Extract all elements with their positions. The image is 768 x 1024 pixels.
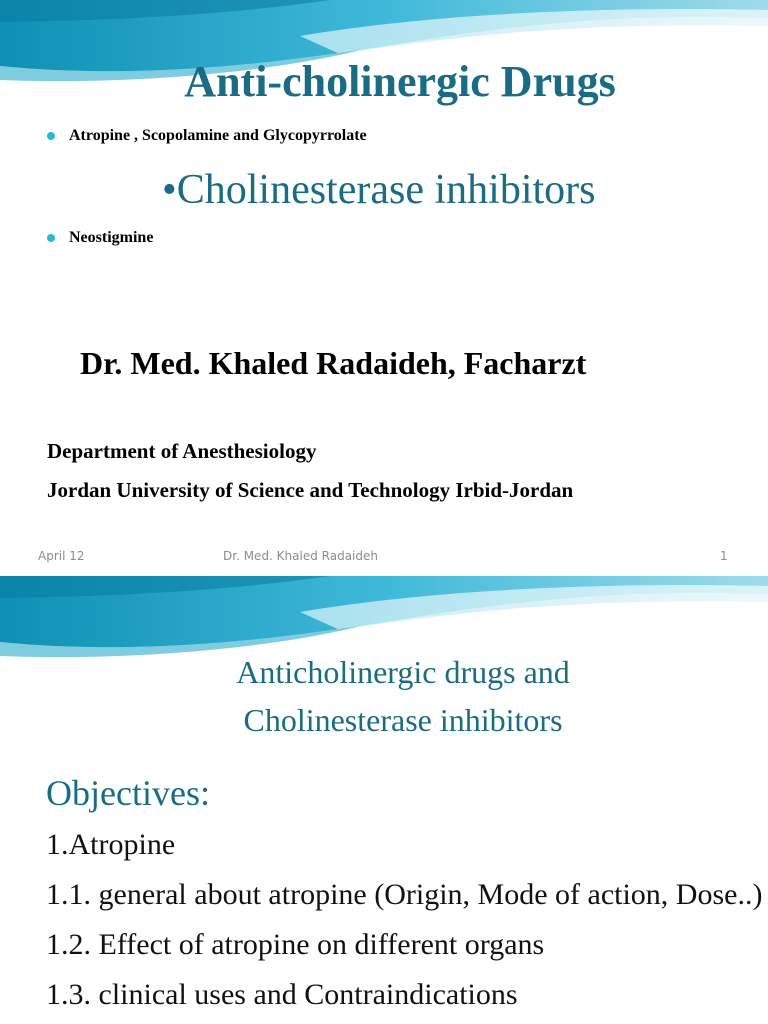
bullet-icon [47, 234, 55, 242]
slide-number: 1 [720, 549, 728, 563]
objectives-list [46, 822, 766, 1022]
list-item: 1.Atropine [46, 828, 176, 861]
section-heading-text: Cholinesterase inhibitors [176, 167, 596, 213]
list-item: 1.3. clinical uses and Contraindications [46, 978, 518, 1011]
bullet-drugs: Atropine , Scopolamine and Glycopyrrolate [69, 127, 367, 144]
list-item: 1.2. Effect of atropine on different organs [46, 928, 545, 961]
objectives-heading: Objectives: [46, 773, 210, 813]
slide-2 [0, 576, 768, 1024]
title-line-1: Anticholinergic drugs and [236, 654, 570, 690]
author-name: Dr. Med. Khaled Radaideh, Facharzt [80, 345, 587, 381]
department: Department of Anesthesiology [47, 439, 317, 463]
bullet-neostigmine: Neostigmine [69, 229, 154, 246]
bullet-icon [47, 132, 55, 140]
footer-date: April 12 [38, 549, 85, 563]
list-item: 1.1. general about atropine (Origin, Mode of action, Dose..) [46, 878, 763, 911]
slide-title [0, 648, 768, 744]
university: Jordan University of Science and Technology Irbid-Jordan [47, 478, 574, 502]
footer-author: Dr. Med. Khaled Radaideh [223, 549, 378, 563]
section-heading: •Cholinesterase inhibitors [162, 167, 596, 213]
title-line-2: Cholinesterase inhibitors [243, 702, 563, 738]
slide-title: Anti-cholinergic Drugs [184, 57, 616, 106]
